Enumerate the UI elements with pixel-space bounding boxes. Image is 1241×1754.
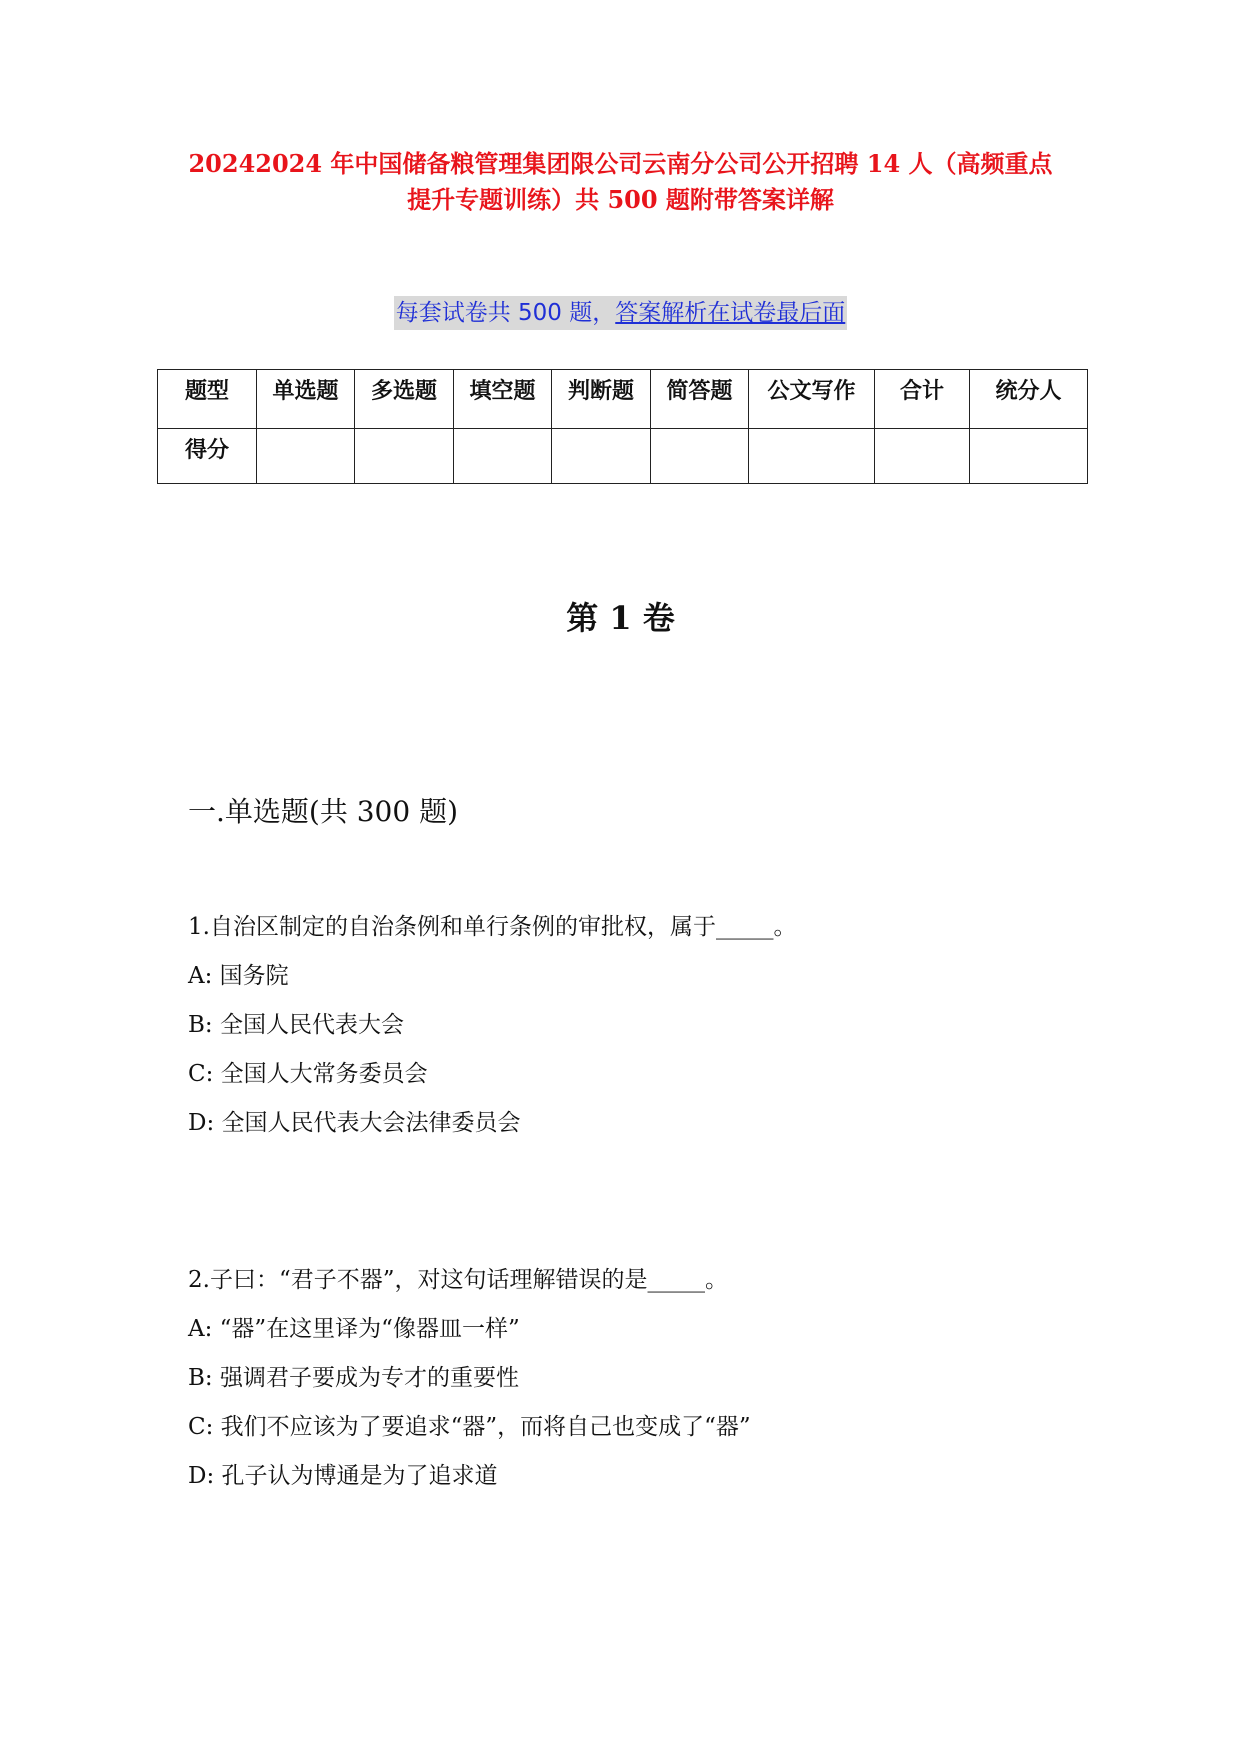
header-cell: 公文写作 xyxy=(749,370,875,429)
header-cell: 统分人 xyxy=(970,370,1088,429)
score-table-score-row xyxy=(158,429,1088,484)
header-cell: 填空题 xyxy=(454,370,552,429)
option-a: A: 国务院 xyxy=(188,963,289,989)
notice-text-b: 答案解析在试卷最后面 xyxy=(615,300,846,326)
score-cell xyxy=(651,429,749,484)
title-line-2: 提升专题训练）共 500 题附带答案详解 xyxy=(407,185,834,214)
score-table-header-row xyxy=(158,370,1088,429)
header-cell: 判断题 xyxy=(552,370,651,429)
option-b: B: 全国人民代表大会 xyxy=(188,1012,404,1038)
header-cell: 简答题 xyxy=(651,370,749,429)
title-line-1: 20242024 年中国储备粮管理集团限公司云南分公司公开招聘 14 人（高频重点 xyxy=(188,149,1053,178)
question-block xyxy=(188,1264,751,1509)
question-block xyxy=(188,911,796,1156)
score-cell xyxy=(454,429,552,484)
option-c: C: 我们不应该为了要追求“器”，而将自己也变成了“器” xyxy=(188,1414,751,1440)
score-row-label: 得分 xyxy=(158,429,257,484)
question-stem: 2.子曰：“君子不器”，对这句话理解错误的是_____。 xyxy=(188,1267,728,1293)
header-cell: 题型 xyxy=(158,370,257,429)
notice-text-a: 每套试卷共 500 题， xyxy=(395,300,616,326)
header-cell: 合计 xyxy=(875,370,970,429)
question-stem: 1.自治区制定的自治条例和单行条例的审批权，属于_____。 xyxy=(188,914,797,940)
option-a: A: “器”在这里译为“像器皿一样” xyxy=(188,1316,520,1342)
score-cell xyxy=(257,429,355,484)
option-b: B: 强调君子要成为专才的重要性 xyxy=(188,1365,519,1391)
header-cell: 单选题 xyxy=(257,370,355,429)
option-c: C: 全国人大常务委员会 xyxy=(188,1061,428,1087)
score-cell xyxy=(749,429,875,484)
header-cell: 多选题 xyxy=(355,370,454,429)
score-table xyxy=(157,369,1088,484)
option-d: D: 全国人民代表大会法律委员会 xyxy=(188,1110,521,1136)
score-cell xyxy=(875,429,970,484)
score-cell xyxy=(552,429,651,484)
section-title: 一.单选题(共 300 题) xyxy=(188,795,458,828)
score-cell xyxy=(355,429,454,484)
score-cell xyxy=(970,429,1088,484)
document-title xyxy=(150,146,1091,218)
option-d: D: 孔子认为博通是为了追求道 xyxy=(188,1463,498,1489)
notice-text xyxy=(394,296,848,330)
notice-banner xyxy=(0,296,1241,330)
volume-title: 第 1 卷 xyxy=(566,599,675,637)
